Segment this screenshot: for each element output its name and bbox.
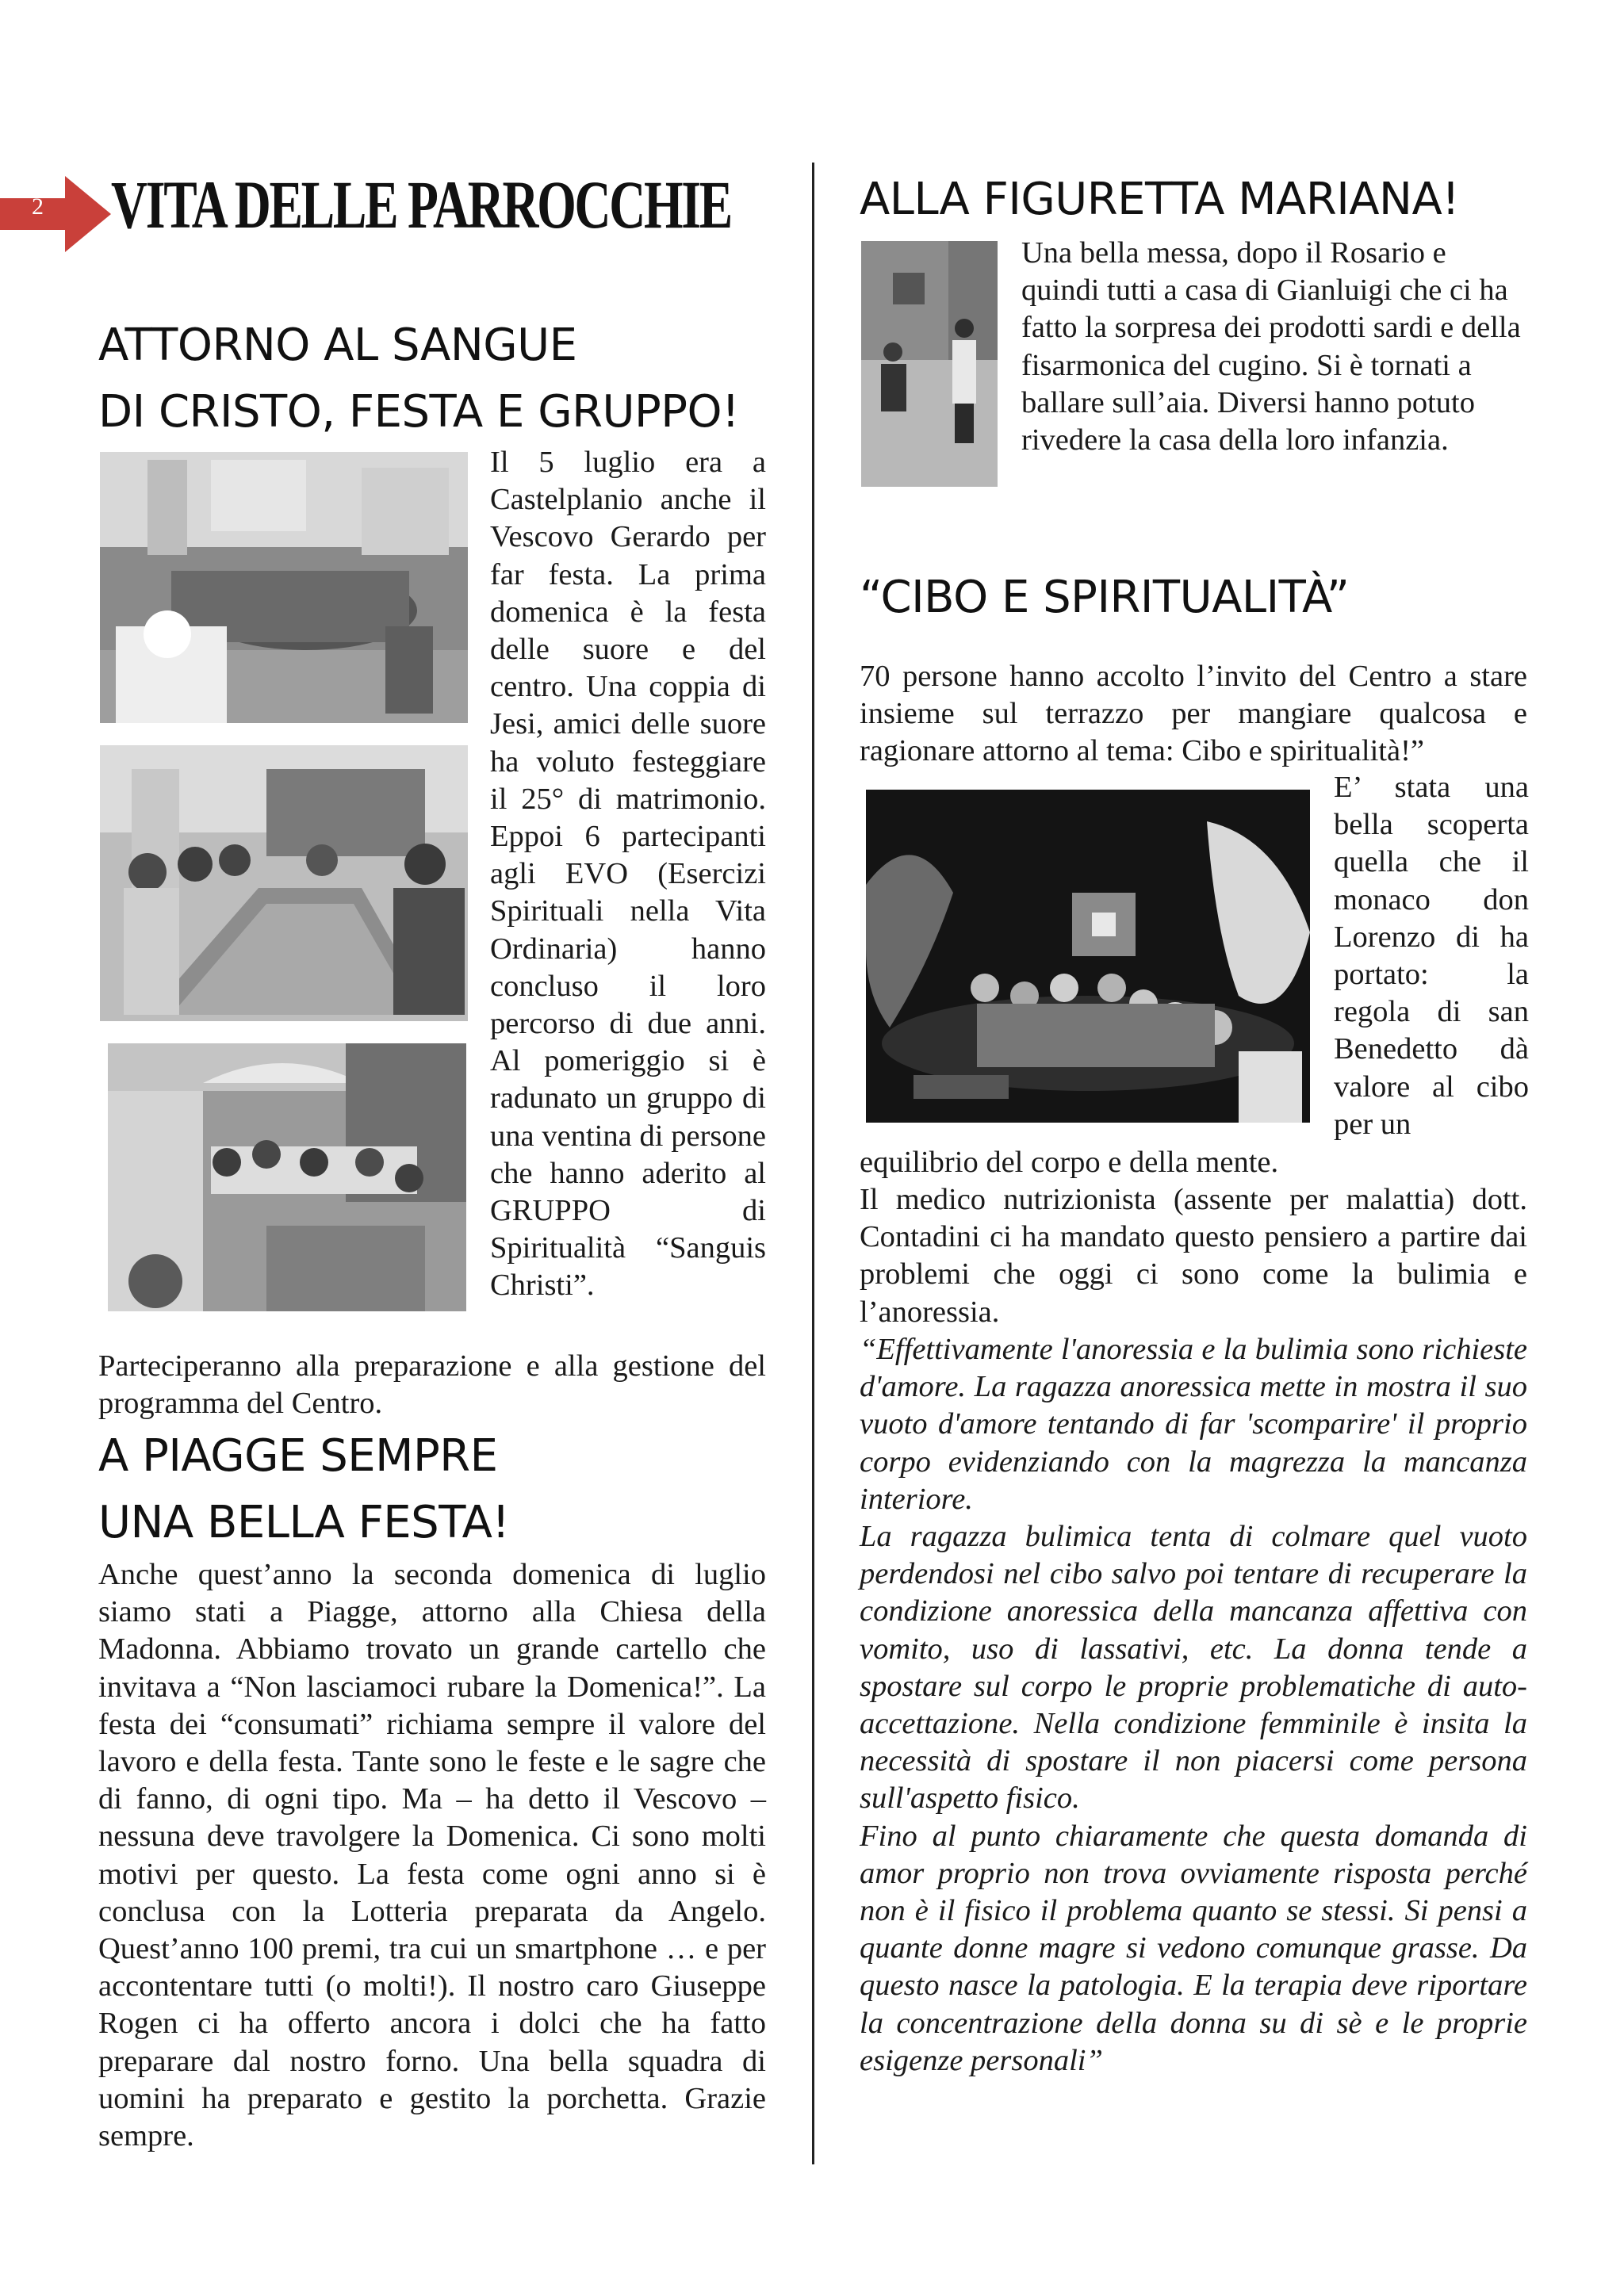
article-text-cibo-narrow: E’ stata una bella scoperta quella che il monaco don Lorenzo di ha portato: la regola di san Benedetto dà valore al cibo per un (1334, 771, 1529, 1141)
page-number-arrow-icon (0, 176, 111, 252)
photo-evening-gathering (866, 790, 1310, 1123)
column-divider (812, 163, 814, 2164)
heading-line: ATTORNO AL SANGUE (98, 320, 577, 371)
article-text-cibo-wide: equilibrio del corpo e della mente. (860, 1146, 1279, 1179)
photo-group-under-umbrella (108, 1043, 466, 1311)
article-heading-sangue (98, 312, 739, 446)
article-text-piagge: Anche quest’anno la seconda domenica di luglio siamo stati a Piagge, attorno alla Chiesa della Madonna. Abbiamo trovato un grande cartello che invitava a “Non lasciamoci rubare la Domenica!”. La festa dei “consumati” richiama sempre il valore del lavoro e della festa. Tante sono le feste e le sagre che di fanno, di ogni tipo. Ma – ha detto il Vescovo – nessuna deve travolgere la Domenica. Ci sono molti motivi per questo. La festa come ogni anno si è conclusa con la Lotteria preparata da Angelo. Quest’anno 100 premi, tra cui un smartphone … e per accontentare tutti (o molti!). Il nostro caro Giuseppe Rogen ci ha offerto ancora i dolci che ha fatto preparare dal nostro forno. Una bella squadra di uomini ha preparato e gestito la porchetta. Grazie sempre. (98, 1558, 766, 2153)
heading-line: DI CRISTO, FESTA E GRUPPO! (98, 386, 740, 438)
heading-line: A PIAGGE SEMPRE (98, 1430, 498, 1482)
quote-paragraph: Fino al punto chiaramente che questa domanda di amor proprio non trova ovviamente risposta perché non è il fisico il problema quanto se stessi. Si pensi a quante donne magre si vedono comunque grasse. Da questo nasce la patologia. E la terapia deve riportare la concentrazione della donna su di sè e le proprie esigenze personali” (860, 1819, 1527, 2077)
article-text-wide: Parteciperanno alla preparazione e alla gestione del programma del Centro. (98, 1349, 766, 1421)
article-heading-cibo: “CIBO E SPIRITUALITÀ” (860, 572, 1350, 623)
photo-accordion-player (861, 241, 998, 487)
doctor-quote (860, 1331, 1527, 2080)
article-heading-piagge (98, 1423, 509, 1556)
quote-paragraph: “Effettivamente l'anoressia e la bulimia sono richieste d'amore. La ragazza anoressica mette in mostra il suo vuoto d'amore tentando di far 'scomparire' il proprio corpo evidenziando con la magrezza la mancanza interiore. (860, 1333, 1527, 1516)
article-text-figuretta: Una bella messa, dopo il Rosario e quindi tutti a casa di Gianluigi che ci ha fatto la sorpresa dei prodotti sardi e della fisarmonica del cugino. Si è tornati a ballare sull’aia. Diversi hanno potuto rivedere la casa della loro infanzia. (1021, 236, 1521, 457)
heading-line: UNA BELLA FESTA! (98, 1497, 510, 1548)
quote-paragraph: La ragazza bulimica tenta di colmare quel vuoto perdendosi nel cibo salvo poi tentare di recuperare la condizione anoressica della mancanza affettiva con vomito, uso di lassativi, etc. La donna tende a spostare sul corpo le proprie problematiche di auto-accettazione. Nella condizione femminile è insita la necessità di spostare il non piacersi come persona sull'aspetto fisico. (860, 1520, 1527, 1816)
page-number: 2 (32, 193, 44, 220)
section-header: VITA DELLE PARROCCHIE (111, 166, 732, 243)
photo-mass-in-chapel (100, 452, 468, 723)
article-text-cibo-intro: 70 persone hanno accolto l’invito del Centro a stare insieme sul terrazzo per mangiare qualcosa e ragionare attorno al tema: Cibo e spiritualità!” (860, 660, 1527, 768)
photo-group-at-table (100, 745, 468, 1021)
article-text-narrow: Il 5 luglio era a Castelplanio anche il Vescovo Gerardo per far festa. La prima domenica è la festa delle suore e del centro. Una coppia di Jesi, amici delle suore ha voluto festeggiare il 25° di matrimonio. Eppoi 6 partecipanti agli EVO (Esercizi Spirituali nella Vita Ordinaria) hanno concluso il loro percorso di due anni. Al pomeriggio si è radunato un gruppo di una ventina di persone che hanno aderito al GRUPPO di Spiritualità “Sanguis Christi”. (490, 446, 766, 1303)
article-heading-figuretta: ALLA FIGURETTA MARIANA! (860, 174, 1460, 225)
article-text-doctor: Il medico nutrizionista (assente per malattia) dott. Contadini ci ha mandato questo pensiero a partire dai problemi che oggi ci sono come la bulimia e l’anoressia. (860, 1183, 1527, 1329)
